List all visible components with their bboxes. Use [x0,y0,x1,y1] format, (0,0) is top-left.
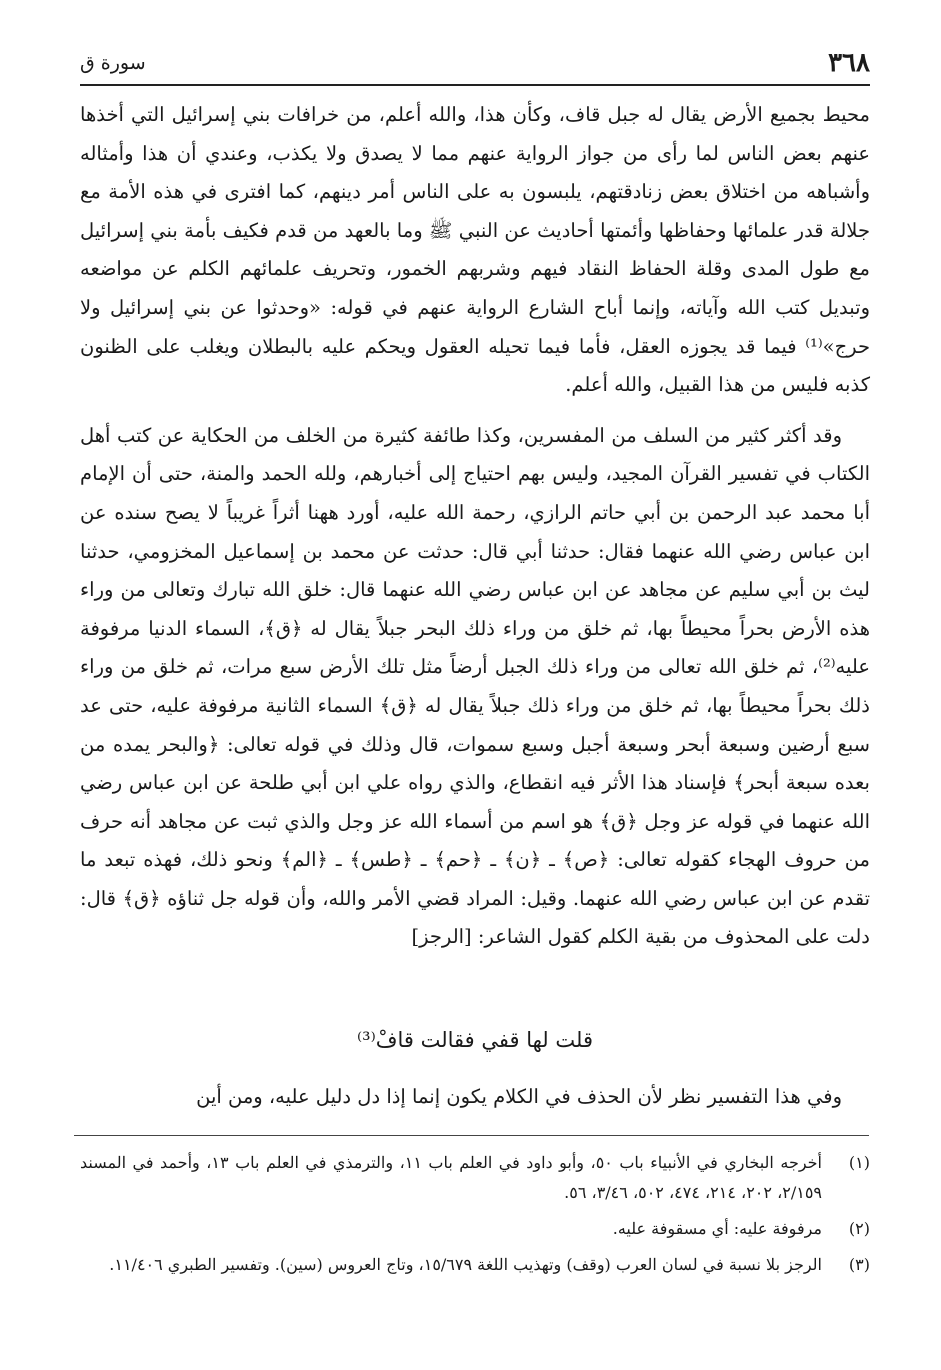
footnote-text: أخرجه البخاري في الأنبياء باب ٥٠، وأبو داود في العلم باب ١١، والترمذي في العلم باب ١٣، وأحمد في المسند ٢/١٥٩، ٢٠٢، ٢١٤، ٤٧٤، ٥٠٢، ٣/٤٦، ٥٦. [80,1153,822,1202]
footnote-divider [74,1135,869,1136]
paragraph-1: محيط بجميع الأرض يقال له جبل قاف، وكأن هذا، والله أعلم، من خرافات بني إسرائيل التي أخذها عنهم بعض الناس لما رأى من جواز الرواية عنهم مما لا يصدق ولا يكذب، وعندي أن هذا وأمثاله وأشباهه من اختلاق بعض زنادقتهم، يلبسون به على الناس أمر دينهم، كما افترى في هذه الأمة مع جلالة قدر علمائها وحفاظها وأئمتها أحاديث عن النبي ﷺ وما بالعهد من قدم فكيف بأمة بني إسرائيل مع طول المدى وقلة الحفاظ النقاد فيهم وشربهم الخمور، وتحريف علمائهم الكلم عن مواضعه وتبديل كتب الله وآياته، وإنما أباح الشارع الرواية عنهم في قوله: «وحدثوا عن بني إسرائيل ولا حرج»⁽¹⁾ فيما قد يجوزه العقل، فأما فيما تحيله العقول ويحكم عليه بالبطلان ويغلب على الظنون كذبه فليس من هذا القبيل، والله أعلم. [80,103,870,397]
running-head [80,48,870,82]
footnote-number: (٣) [848,1255,870,1274]
footnote-text: مرفوفة عليه: أي مسقوفة عليه. [612,1219,822,1238]
page-number: ٣٦٨ [828,48,870,78]
surah-name: سورة ق [80,52,146,74]
footnotes [80,1148,870,1286]
closing-line: وفي هذا التفسير نظر لأن الحذف في الكلام يكون إنما إذا دل دليل عليه، ومن أين [196,1085,842,1108]
poetry-verse: قلت لها قفي فقالت قافْ⁽³⁾ [357,1028,593,1052]
footnote-3 [80,1250,870,1280]
footnote-2 [80,1214,870,1244]
header-divider [80,84,870,86]
footnote-text: الرجز بلا نسبة في لسان العرب (وقف) وتهذيب اللغة ١٥/٦٧٩، وتاج العروس (سين). وتفسير الطبري ١١/٤٠٦. [109,1255,822,1274]
footnote-1 [80,1148,870,1208]
main-text [80,96,870,957]
footnote-number: (١) [848,1153,870,1172]
paragraph-2: وقد أكثر كثير من السلف من المفسرين، وكذا طائفة كثيرة من الخلف من الحكاية عن كتب أهل الكتاب في تفسير القرآن المجيد، وليس بهم احتياج إلى أخبارهم، ولله الحمد والمنة، حتى أن الإمام أبا محمد عبد الرحمن بن أبي حاتم الرازي، رحمة الله عليه، أورد ههنا أثراً غريباً لا يصح سنده عن ابن عباس رضي الله عنهما فقال: حدثنا أبي قال: حدثت عن محمد بن إسماعيل المخزومي، حدثنا ليث بن أبي سليم عن مجاهد عن ابن عباس رضي الله عنهما قال: خلق الله تبارك وتعالى من وراء هذه الأرض بحراً محيطاً بها، ثم خلق من وراء ذلك البحر جبلاً يقال له ﴿ق﴾، السماء الدنيا مرفوفة عليه⁽²⁾، ثم خلق الله تعالى من وراء ذلك الجبل أرضاً مثل تلك الأرض سبع مرات، ثم خلق من وراء ذلك بحراً محيطاً بها، ثم خلق من وراء ذلك جبلاً يقال له ﴿ق﴾ السماء الثانية مرفوفة عليه، حتى عد سبع أرضين وسبعة أبحر وسبعة أجبل وسبع سموات، قال وذلك في قوله تعالى: ﴿والبحر يمده من بعده سبعة أبحر﴾ فإسناد هذا الأثر فيه انقطاع، والذي رواه علي ابن أبي طلحة عن ابن عباس رضي الله عنهما في قوله عز وجل ﴿ق﴾ هو اسم من أسماء الله عز وجل والذي ثبت عن مجاهد أنه حرف من حروف الهجاء كقوله تعالى: ﴿ص﴾ ـ ﴿ن﴾ ـ ﴿حم﴾ ـ ﴿طس﴾ ـ ﴿الم﴾ ونحو ذلك، فهذه تبعد ما تقدم عن ابن عباس رضي الله عنهما. وقيل: المراد قضي الأمر والله، وأن قوله جل ثناؤه ﴿ق﴾ قال: دلت على المحذوف من بقية الكلم كقول الشاعر: [الرجز] [80,423,870,949]
footnote-number: (٢) [848,1219,870,1238]
